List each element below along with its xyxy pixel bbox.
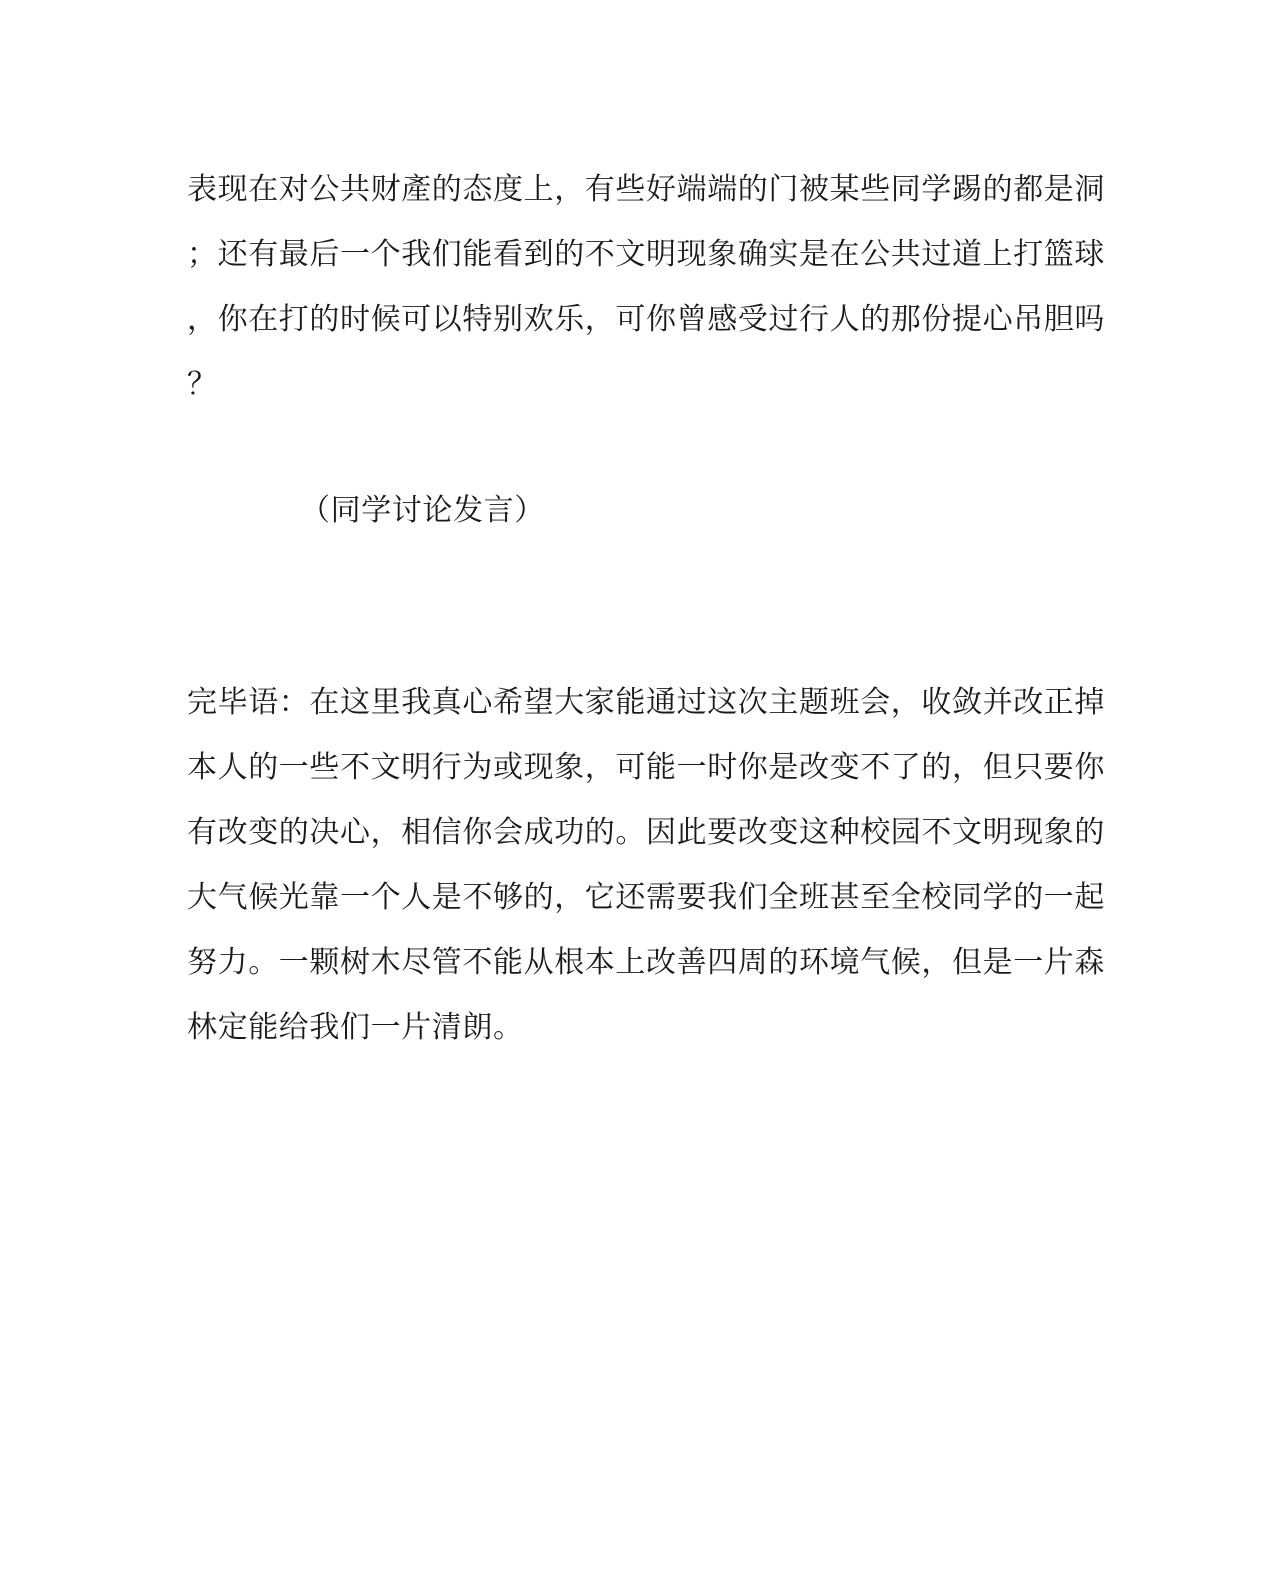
text-line: ，你在打的时候可以特别欢乐，可你曾感受过行人的那份提心吊胆吗 [187,302,1105,337]
text-line: ；还有最后一个我们能看到的不文明现象确实是在公共过道上打篮球 [187,237,1105,272]
discussion-note: （同学讨论发言） [300,493,545,528]
text-line: ？ [187,367,218,402]
text-line: 完毕语：在这里我真心希望大家能通过这次主题班会，收敛并改正掉 [187,685,1105,720]
text-line: 本人的一些不文明行为或现象，可能一时你是改变不了的，但只要你 [187,750,1105,785]
text-line: 大气候光靠一个人是不够的，它还需要我们全班甚至全校同学的一起 [187,880,1105,915]
text-line: 表现在对公共财產的态度上，有些好端端的门被某些同学踢的都是洞 [187,172,1105,207]
text-line: 努力。一颗树木尽管不能从根本上改善四周的环境气候，但是一片森 [187,945,1105,980]
text-line: 有改变的决心，相信你会成功的。因此要改变这种校园不文明现象的 [187,815,1105,850]
text-line: 林定能给我们一片清朗。 [187,1010,524,1045]
